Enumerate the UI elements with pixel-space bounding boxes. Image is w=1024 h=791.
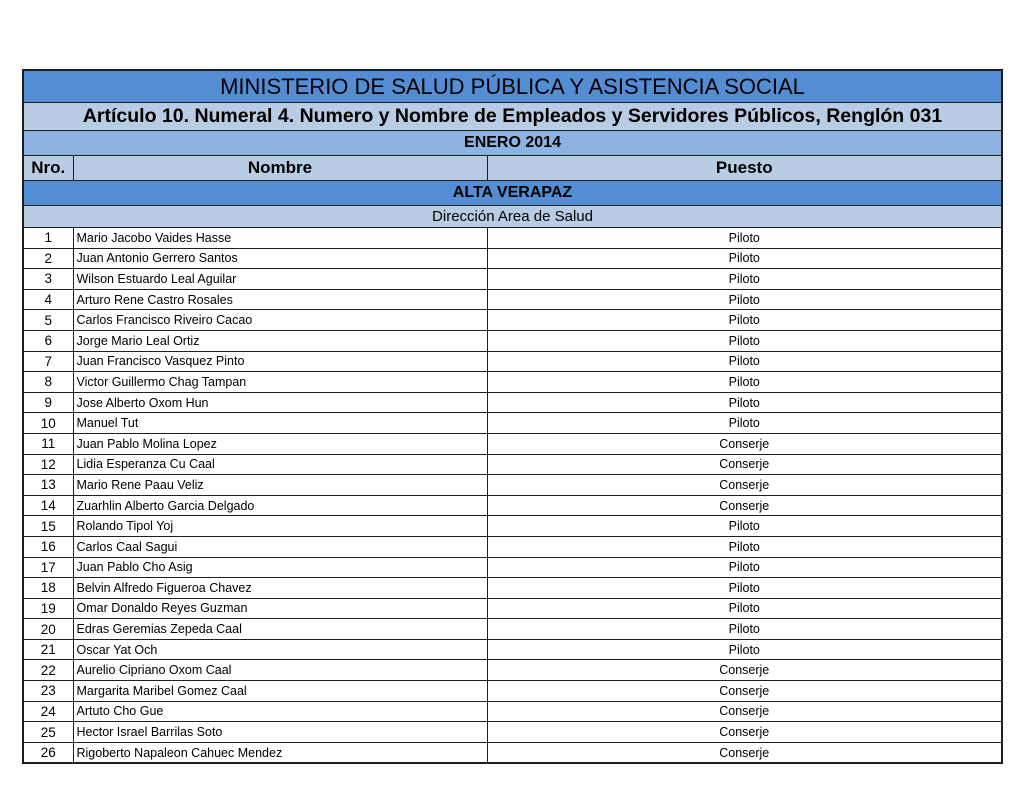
employee-post: Piloto [487, 413, 1002, 434]
row-number: 16 [23, 536, 73, 557]
employee-post: Conserje [487, 475, 1002, 496]
employee-post: Piloto [487, 536, 1002, 557]
row-number: 23 [23, 681, 73, 702]
row-number: 11 [23, 433, 73, 454]
row-number: 2 [23, 248, 73, 269]
table-row [23, 536, 1002, 557]
region-row [23, 181, 1002, 206]
employee-name: Edras Geremias Zepeda Caal [73, 619, 487, 640]
row-number: 6 [23, 330, 73, 351]
employee-name: Jorge Mario Leal Ortiz [73, 330, 487, 351]
employee-post: Piloto [487, 228, 1002, 249]
employee-post: Piloto [487, 351, 1002, 372]
employee-name: Hector Israel Barrilas Soto [73, 722, 487, 743]
employee-name: Lidia Esperanza Cu Caal [73, 454, 487, 475]
column-header-row [23, 156, 1002, 181]
table-row [23, 248, 1002, 269]
employee-name: Victor Guillermo Chag Tampan [73, 372, 487, 393]
employee-name: Arturo Rene Castro Rosales [73, 289, 487, 310]
row-number: 18 [23, 578, 73, 599]
employee-post: Conserje [487, 681, 1002, 702]
table-row [23, 351, 1002, 372]
table-row [23, 495, 1002, 516]
table-row [23, 433, 1002, 454]
table-row [23, 557, 1002, 578]
table-row [23, 372, 1002, 393]
table-row [23, 413, 1002, 434]
table-row [23, 681, 1002, 702]
column-header-name: Nombre [73, 156, 487, 181]
employee-name: Juan Francisco Vasquez Pinto [73, 351, 487, 372]
employee-name: Zuarhlin Alberto Garcia Delgado [73, 495, 487, 516]
employee-post: Conserje [487, 433, 1002, 454]
employee-post: Piloto [487, 269, 1002, 290]
employee-post: Conserje [487, 742, 1002, 763]
employee-post: Piloto [487, 248, 1002, 269]
employee-name: Wilson Estuardo Leal Aguilar [73, 269, 487, 290]
table-row [23, 598, 1002, 619]
table-row [23, 310, 1002, 331]
row-number: 7 [23, 351, 73, 372]
table-row [23, 660, 1002, 681]
table-row [23, 269, 1002, 290]
row-number: 14 [23, 495, 73, 516]
table-row [23, 330, 1002, 351]
table-row [23, 289, 1002, 310]
employee-post: Conserje [487, 454, 1002, 475]
page-title: MINISTERIO DE SALUD PÚBLICA Y ASISTENCIA SOCIAL [23, 70, 1002, 103]
employee-post: Conserje [487, 722, 1002, 743]
row-number: 17 [23, 557, 73, 578]
table-row [23, 475, 1002, 496]
employee-name: Jose Alberto Oxom Hun [73, 392, 487, 413]
employee-name: Aurelio Cipriano Oxom Caal [73, 660, 487, 681]
row-number: 26 [23, 742, 73, 763]
employee-post: Piloto [487, 598, 1002, 619]
region-label: ALTA VERAPAZ [23, 181, 1002, 206]
row-number: 8 [23, 372, 73, 393]
employee-name: Mario Rene Paau Veliz [73, 475, 487, 496]
table-row [23, 578, 1002, 599]
employee-name: Rigoberto Napaleon Cahuec Mendez [73, 742, 487, 763]
row-number: 20 [23, 619, 73, 640]
employee-name: Carlos Francisco Riveiro Cacao [73, 310, 487, 331]
department-row [23, 206, 1002, 228]
employee-post: Piloto [487, 619, 1002, 640]
table-row [23, 701, 1002, 722]
column-header-num: Nro. [23, 156, 73, 181]
employee-name: Mario Jacobo Vaides Hasse [73, 228, 487, 249]
employee-name: Margarita Maribel Gomez Caal [73, 681, 487, 702]
row-number: 12 [23, 454, 73, 475]
employee-name: Carlos Caal Sagui [73, 536, 487, 557]
employee-post: Conserje [487, 701, 1002, 722]
table-row [23, 742, 1002, 763]
table-row [23, 392, 1002, 413]
table-row [23, 516, 1002, 537]
employee-name: Oscar Yat Och [73, 639, 487, 660]
employee-sheet [22, 69, 1003, 764]
employee-name: Juan Pablo Molina Lopez [73, 433, 487, 454]
department-label: Dirección Area de Salud [23, 206, 1002, 228]
column-header-post: Puesto [487, 156, 1002, 181]
employee-post: Conserje [487, 495, 1002, 516]
row-number: 13 [23, 475, 73, 496]
employee-name: Omar Donaldo Reyes Guzman [73, 598, 487, 619]
period-row [23, 131, 1002, 156]
row-number: 24 [23, 701, 73, 722]
employee-post: Piloto [487, 578, 1002, 599]
period-label: ENERO 2014 [23, 131, 1002, 156]
row-number: 25 [23, 722, 73, 743]
employee-post: Piloto [487, 372, 1002, 393]
employee-post: Conserje [487, 660, 1002, 681]
row-number: 1 [23, 228, 73, 249]
row-number: 5 [23, 310, 73, 331]
row-number: 10 [23, 413, 73, 434]
employee-post: Piloto [487, 639, 1002, 660]
table-row [23, 639, 1002, 660]
table-row [23, 619, 1002, 640]
employee-post: Piloto [487, 516, 1002, 537]
employee-name: Manuel Tut [73, 413, 487, 434]
employee-name: Belvin Alfredo Figueroa Chavez [73, 578, 487, 599]
page-subtitle: Artículo 10. Numeral 4. Numero y Nombre de Empleados y Servidores Públicos, Renglón 031 [23, 103, 1002, 131]
employee-name: Rolando Tipol Yoj [73, 516, 487, 537]
subtitle-row [23, 103, 1002, 131]
employee-name: Juan Pablo Cho Asig [73, 557, 487, 578]
title-row [23, 70, 1002, 103]
table-row [23, 228, 1002, 249]
employee-post: Piloto [487, 557, 1002, 578]
employee-name: Artuto Cho Gue [73, 701, 487, 722]
employee-post: Piloto [487, 289, 1002, 310]
employee-post: Piloto [487, 330, 1002, 351]
row-number: 3 [23, 269, 73, 290]
row-number: 19 [23, 598, 73, 619]
employee-post: Piloto [487, 310, 1002, 331]
employee-name: Juan Antonio Gerrero Santos [73, 248, 487, 269]
employee-post: Piloto [487, 392, 1002, 413]
table-row [23, 454, 1002, 475]
row-number: 21 [23, 639, 73, 660]
table-row [23, 722, 1002, 743]
row-number: 4 [23, 289, 73, 310]
row-number: 22 [23, 660, 73, 681]
row-number: 15 [23, 516, 73, 537]
row-number: 9 [23, 392, 73, 413]
